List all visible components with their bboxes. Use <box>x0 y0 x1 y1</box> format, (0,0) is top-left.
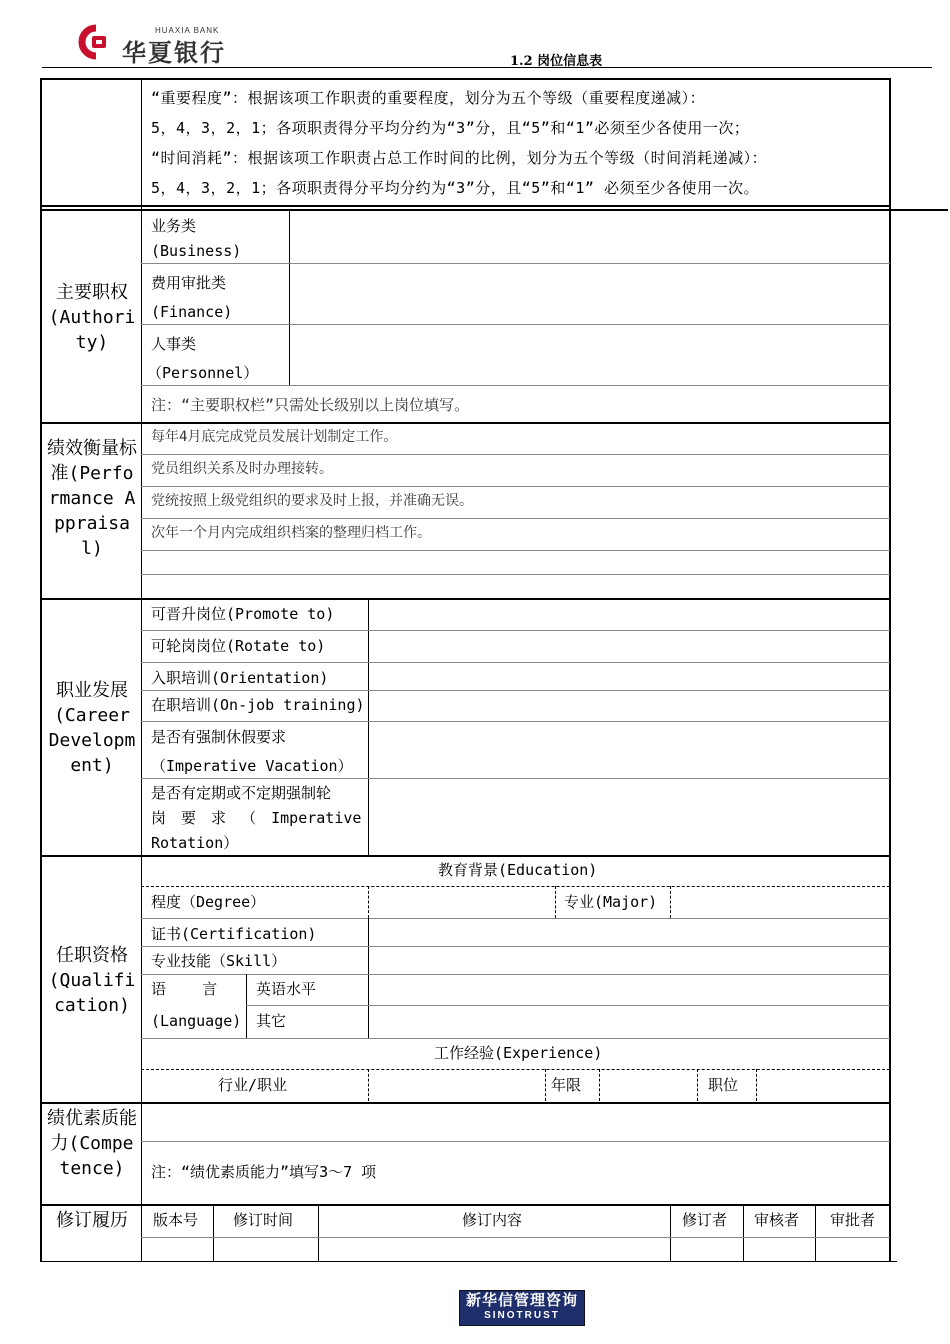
authority-personnel-cn: 人事类 <box>151 335 197 353</box>
career-promote: 可晋升岗位(Promote to) <box>151 605 335 623</box>
row-divider <box>141 518 890 519</box>
bank-name-en: HUAXIA BANK <box>155 26 220 35</box>
dashed-row-divider <box>141 886 890 887</box>
qualification-column-divider <box>368 918 369 1038</box>
bank-logo <box>72 24 112 60</box>
header-rule <box>42 67 932 68</box>
row-divider <box>141 385 890 386</box>
revision-header-date: 修订时间 <box>233 1211 294 1229</box>
label-column-divider <box>141 78 142 1261</box>
row-divider <box>141 1038 890 1039</box>
table-right-border <box>889 78 891 1261</box>
section-divider <box>40 1102 891 1104</box>
authority-finance-cn: 费用审批类 <box>151 274 227 292</box>
row-divider <box>141 721 890 722</box>
row-divider <box>246 1005 890 1006</box>
revision-header-reviewer: 审核者 <box>754 1211 800 1229</box>
dashed-column-divider <box>545 1069 546 1101</box>
career-section-label: 职业发展(Career Development) <box>48 680 136 776</box>
dashed-column-divider <box>756 1069 757 1101</box>
career-rotation-line3: Rotation） <box>151 834 239 852</box>
revision-section-label: 修订履历 <box>56 1210 128 1231</box>
section-divider <box>40 598 891 600</box>
row-divider <box>141 550 890 551</box>
row-divider <box>141 263 890 264</box>
intro-top-rule <box>40 78 891 80</box>
language-column-divider <box>246 974 247 1038</box>
career-rotate: 可轮岗岗位(Rotate to) <box>151 637 326 655</box>
revision-column-divider <box>213 1204 214 1261</box>
english-level-label: 英语水平 <box>256 980 317 998</box>
revision-column-divider <box>670 1204 671 1261</box>
authority-finance-en: (Finance) <box>151 303 233 321</box>
intro-note-line: 5，4，3，2，1；各项职责得分平均分约为“3”分，且“5”和“1” 必须至少各使用一次。 <box>151 179 759 197</box>
career-vacation-cn: 是否有强制休假要求 <box>151 728 287 746</box>
bank-name-cn: 华夏银行 <box>122 39 226 67</box>
intro-bottom-rule <box>40 205 891 207</box>
authority-section-label: 主要职权(Authority) <box>48 282 136 353</box>
dashed-column-divider <box>555 886 556 918</box>
row-divider <box>141 1141 890 1142</box>
authority-business-cn: 业务类 <box>151 217 197 235</box>
career-orientation: 入职培训(Orientation) <box>151 669 329 687</box>
row-divider <box>141 1237 890 1238</box>
certification-label: 证书(Certification) <box>151 925 317 943</box>
row-divider <box>141 662 890 663</box>
footer-logo <box>459 1290 585 1326</box>
row-divider <box>141 918 890 919</box>
section-divider <box>40 422 891 424</box>
authority-column-divider <box>289 209 290 385</box>
row-divider <box>141 974 890 975</box>
row-divider <box>141 778 890 779</box>
row-divider <box>141 946 890 947</box>
row-divider <box>141 324 890 325</box>
career-vacation-en: （Imperative Vacation） <box>151 757 353 775</box>
revision-header-content: 修订内容 <box>462 1211 523 1229</box>
revision-column-divider <box>318 1204 319 1261</box>
language-label-en: (Language) <box>151 1012 242 1030</box>
dashed-column-divider <box>697 1069 698 1101</box>
dashed-column-divider <box>670 886 671 918</box>
years-label: 年限 <box>551 1076 582 1094</box>
dashed-column-divider <box>599 1069 600 1101</box>
competence-note: 注：“绩优素质能力”填写3～7 项 <box>151 1163 377 1181</box>
career-column-divider <box>368 598 369 856</box>
dashed-column-divider <box>368 886 369 918</box>
bank-logo-icon <box>72 24 112 60</box>
footer-logo-en: SINOTRUST <box>484 1310 560 1321</box>
row-divider <box>141 690 890 691</box>
section-divider <box>40 855 891 857</box>
revision-column-divider <box>815 1204 816 1261</box>
authority-note: 注：“主要职权栏”只需处长级别以上岗位填写。 <box>151 396 470 414</box>
position-label: 职位 <box>708 1076 739 1094</box>
authority-personnel-en: （Personnel） <box>147 364 259 382</box>
revision-header-approver: 审批者 <box>830 1211 876 1229</box>
authority-top-rule <box>40 209 948 211</box>
degree-label: 程度（Degree） <box>151 893 266 911</box>
table-bottom-border <box>40 1261 897 1262</box>
career-onjob: 在职培训(On-job training) <box>151 696 365 714</box>
performance-item: 次年一个月内完成组织档案的整理归档工作。 <box>151 525 431 541</box>
dashed-row-divider <box>141 1069 890 1070</box>
performance-item: 党统按照上级党组织的要求及时上报，并准确无误。 <box>151 493 473 509</box>
performance-section-label: 绩效衡量标准(Performance Appraisal) <box>47 438 137 559</box>
revision-header-version: 版本号 <box>153 1211 199 1229</box>
table-left-border <box>40 78 42 1261</box>
other-language-label: 其它 <box>256 1012 287 1030</box>
performance-item: 党员组织关系及时办理接转。 <box>151 461 333 477</box>
major-label: 专业(Major) <box>564 893 658 911</box>
education-heading: 教育背景(Education) <box>438 861 598 879</box>
intro-note-line: 5，4，3，2，1；各项职责得分平均分约为“3”分，且“5”和“1”必须至少各使用一次； <box>151 119 750 137</box>
row-divider <box>141 574 890 575</box>
intro-note-line: “时间消耗”：根据该项工作职责占总工作时间的比例，划分为五个等级（时间消耗递减）： <box>151 149 768 167</box>
career-rotation-line1: 是否有定期或不定期强制轮 <box>151 784 332 802</box>
career-rotation-line2: 岗 要 求 （ Imperative <box>151 809 362 827</box>
authority-business-en: (Business) <box>151 242 242 260</box>
intro-note-line: “重要程度”：根据该项工作职责的重要程度，划分为五个等级（重要程度递减）： <box>151 89 706 107</box>
industry-label: 行业/职业 <box>218 1076 288 1094</box>
skill-label: 专业技能（Skill） <box>151 952 287 970</box>
row-divider <box>141 630 890 631</box>
performance-item: 每年4月底完成党员发展计划制定工作。 <box>151 429 398 445</box>
language-label-cn: 语 言 <box>151 980 218 998</box>
revision-header-reviser: 修订者 <box>682 1211 728 1229</box>
revision-column-divider <box>743 1204 744 1261</box>
footer-logo-cn: 新华信管理咨询 <box>465 1291 578 1309</box>
competence-section-label: 绩优素质能力(Competence) <box>47 1108 137 1179</box>
row-divider <box>141 454 890 455</box>
row-divider <box>141 486 890 487</box>
page-title: 1.2 岗位信息表 <box>510 54 603 69</box>
experience-heading: 工作经验(Experience) <box>434 1044 603 1062</box>
intro-notes <box>151 83 876 203</box>
dashed-column-divider <box>368 1069 369 1101</box>
section-divider <box>40 1204 891 1206</box>
qualification-section-label: 任职资格(Qualification) <box>48 945 136 1016</box>
